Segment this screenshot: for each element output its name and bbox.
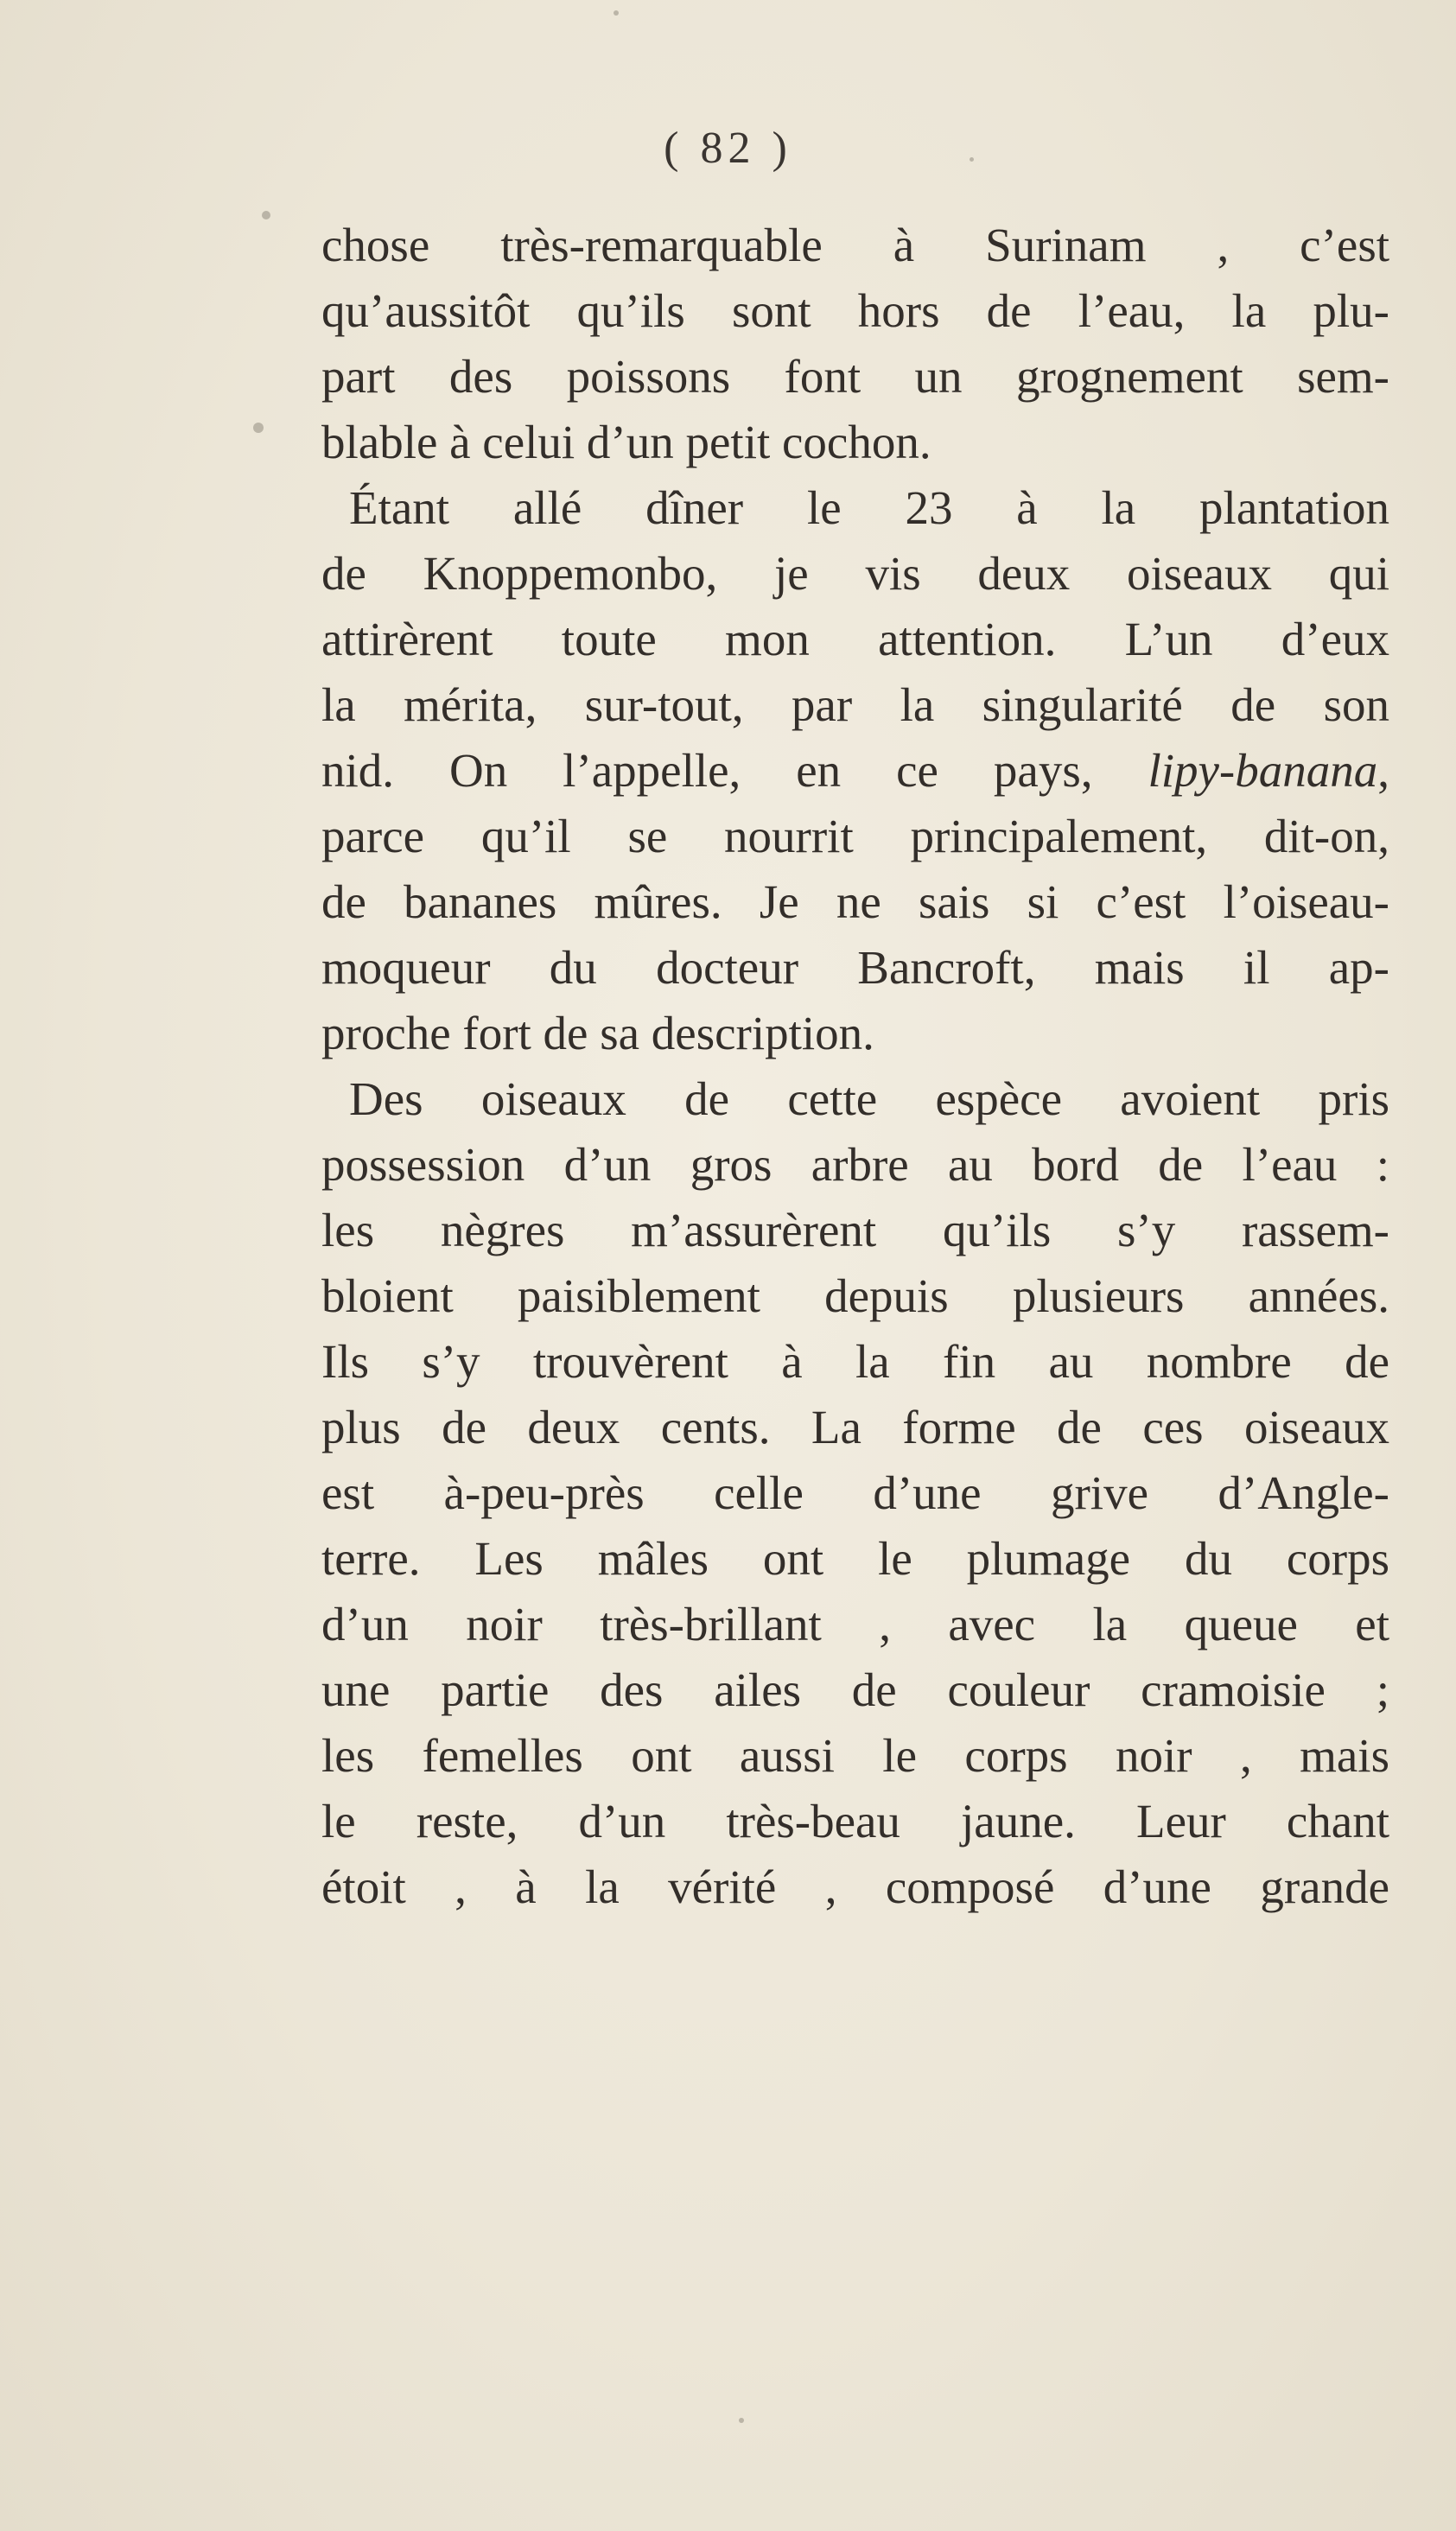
text-line-with-italic — [321, 738, 1389, 804]
paper-speck — [614, 10, 619, 16]
text-line: les nègres m’assurèrent qu’ils s’y rassem- — [321, 1204, 1389, 1256]
page-number: ( 82 ) — [664, 124, 792, 173]
text-line: qu’aussitôt qu’ils sont hors de l’eau, la plu- — [321, 284, 1389, 337]
text-line: est à-peu-près celle d’une grive d’Angle- — [321, 1466, 1389, 1519]
text-line: chose très-remarquable à Surinam , c’est — [321, 219, 1389, 271]
text-line: étoit , à la vérité , composé d’une grande — [321, 1860, 1389, 1913]
body-text — [321, 213, 1389, 1920]
text-line: les femelles ont aussi le corps noir , mais — [321, 1729, 1389, 1782]
italic-term: lipy-banana — [1148, 744, 1378, 797]
text-line: Ils s’y trouvèrent à la fin au nombre de — [321, 1335, 1389, 1388]
text-line: d’un noir très-brillant , avec la queue et — [321, 1598, 1389, 1650]
text-line: proche fort de sa description. — [321, 1007, 874, 1059]
text-line: une partie des ailes de couleur cramoisie ; — [321, 1663, 1389, 1716]
text-line: de Knoppemonbo, je vis deux oiseaux qui — [321, 547, 1389, 600]
paper-speck — [262, 211, 270, 219]
text-line: parce qu’il se nourrit principalement, dit-on, — [321, 810, 1389, 862]
paper-speck — [739, 2418, 744, 2423]
text-line: attirèrent toute mon attention. L’un d’eux — [321, 613, 1389, 665]
paper-speck — [253, 423, 264, 433]
text-line: terre. Les mâles ont le plumage du corps — [321, 1532, 1389, 1585]
text-line: blable à celui d’un petit cochon. — [321, 416, 931, 468]
text-line: plus de deux cents. La forme de ces oiseaux — [321, 1401, 1389, 1453]
text-line: de bananes mûres. Je ne sais si c’est l’oiseau- — [321, 875, 1389, 928]
text-line-italic-fragment: nid. On l’appelle, en ce pays, lipy-banana, — [321, 744, 1389, 797]
text-line: possession d’un gros arbre au bord de l’eau : — [321, 1138, 1389, 1191]
paper-speck — [970, 157, 974, 162]
paragraph-start-line: Des oiseaux de cette espèce avoient pris — [349, 1072, 1389, 1125]
text-line: part des poissons font un grognement sem- — [321, 350, 1389, 403]
text-line: la mérita, sur-tout, par la singularité de son — [321, 678, 1389, 731]
text-line: le reste, d’un très-beau jaune. Leur chant — [321, 1795, 1389, 1847]
text-line: moqueur du docteur Bancroft, mais il ap- — [321, 941, 1389, 994]
text-line: bloient paisiblement depuis plusieurs années. — [321, 1269, 1389, 1322]
paragraph-start-line: Étant allé dîner le 23 à la plantation — [349, 481, 1389, 534]
